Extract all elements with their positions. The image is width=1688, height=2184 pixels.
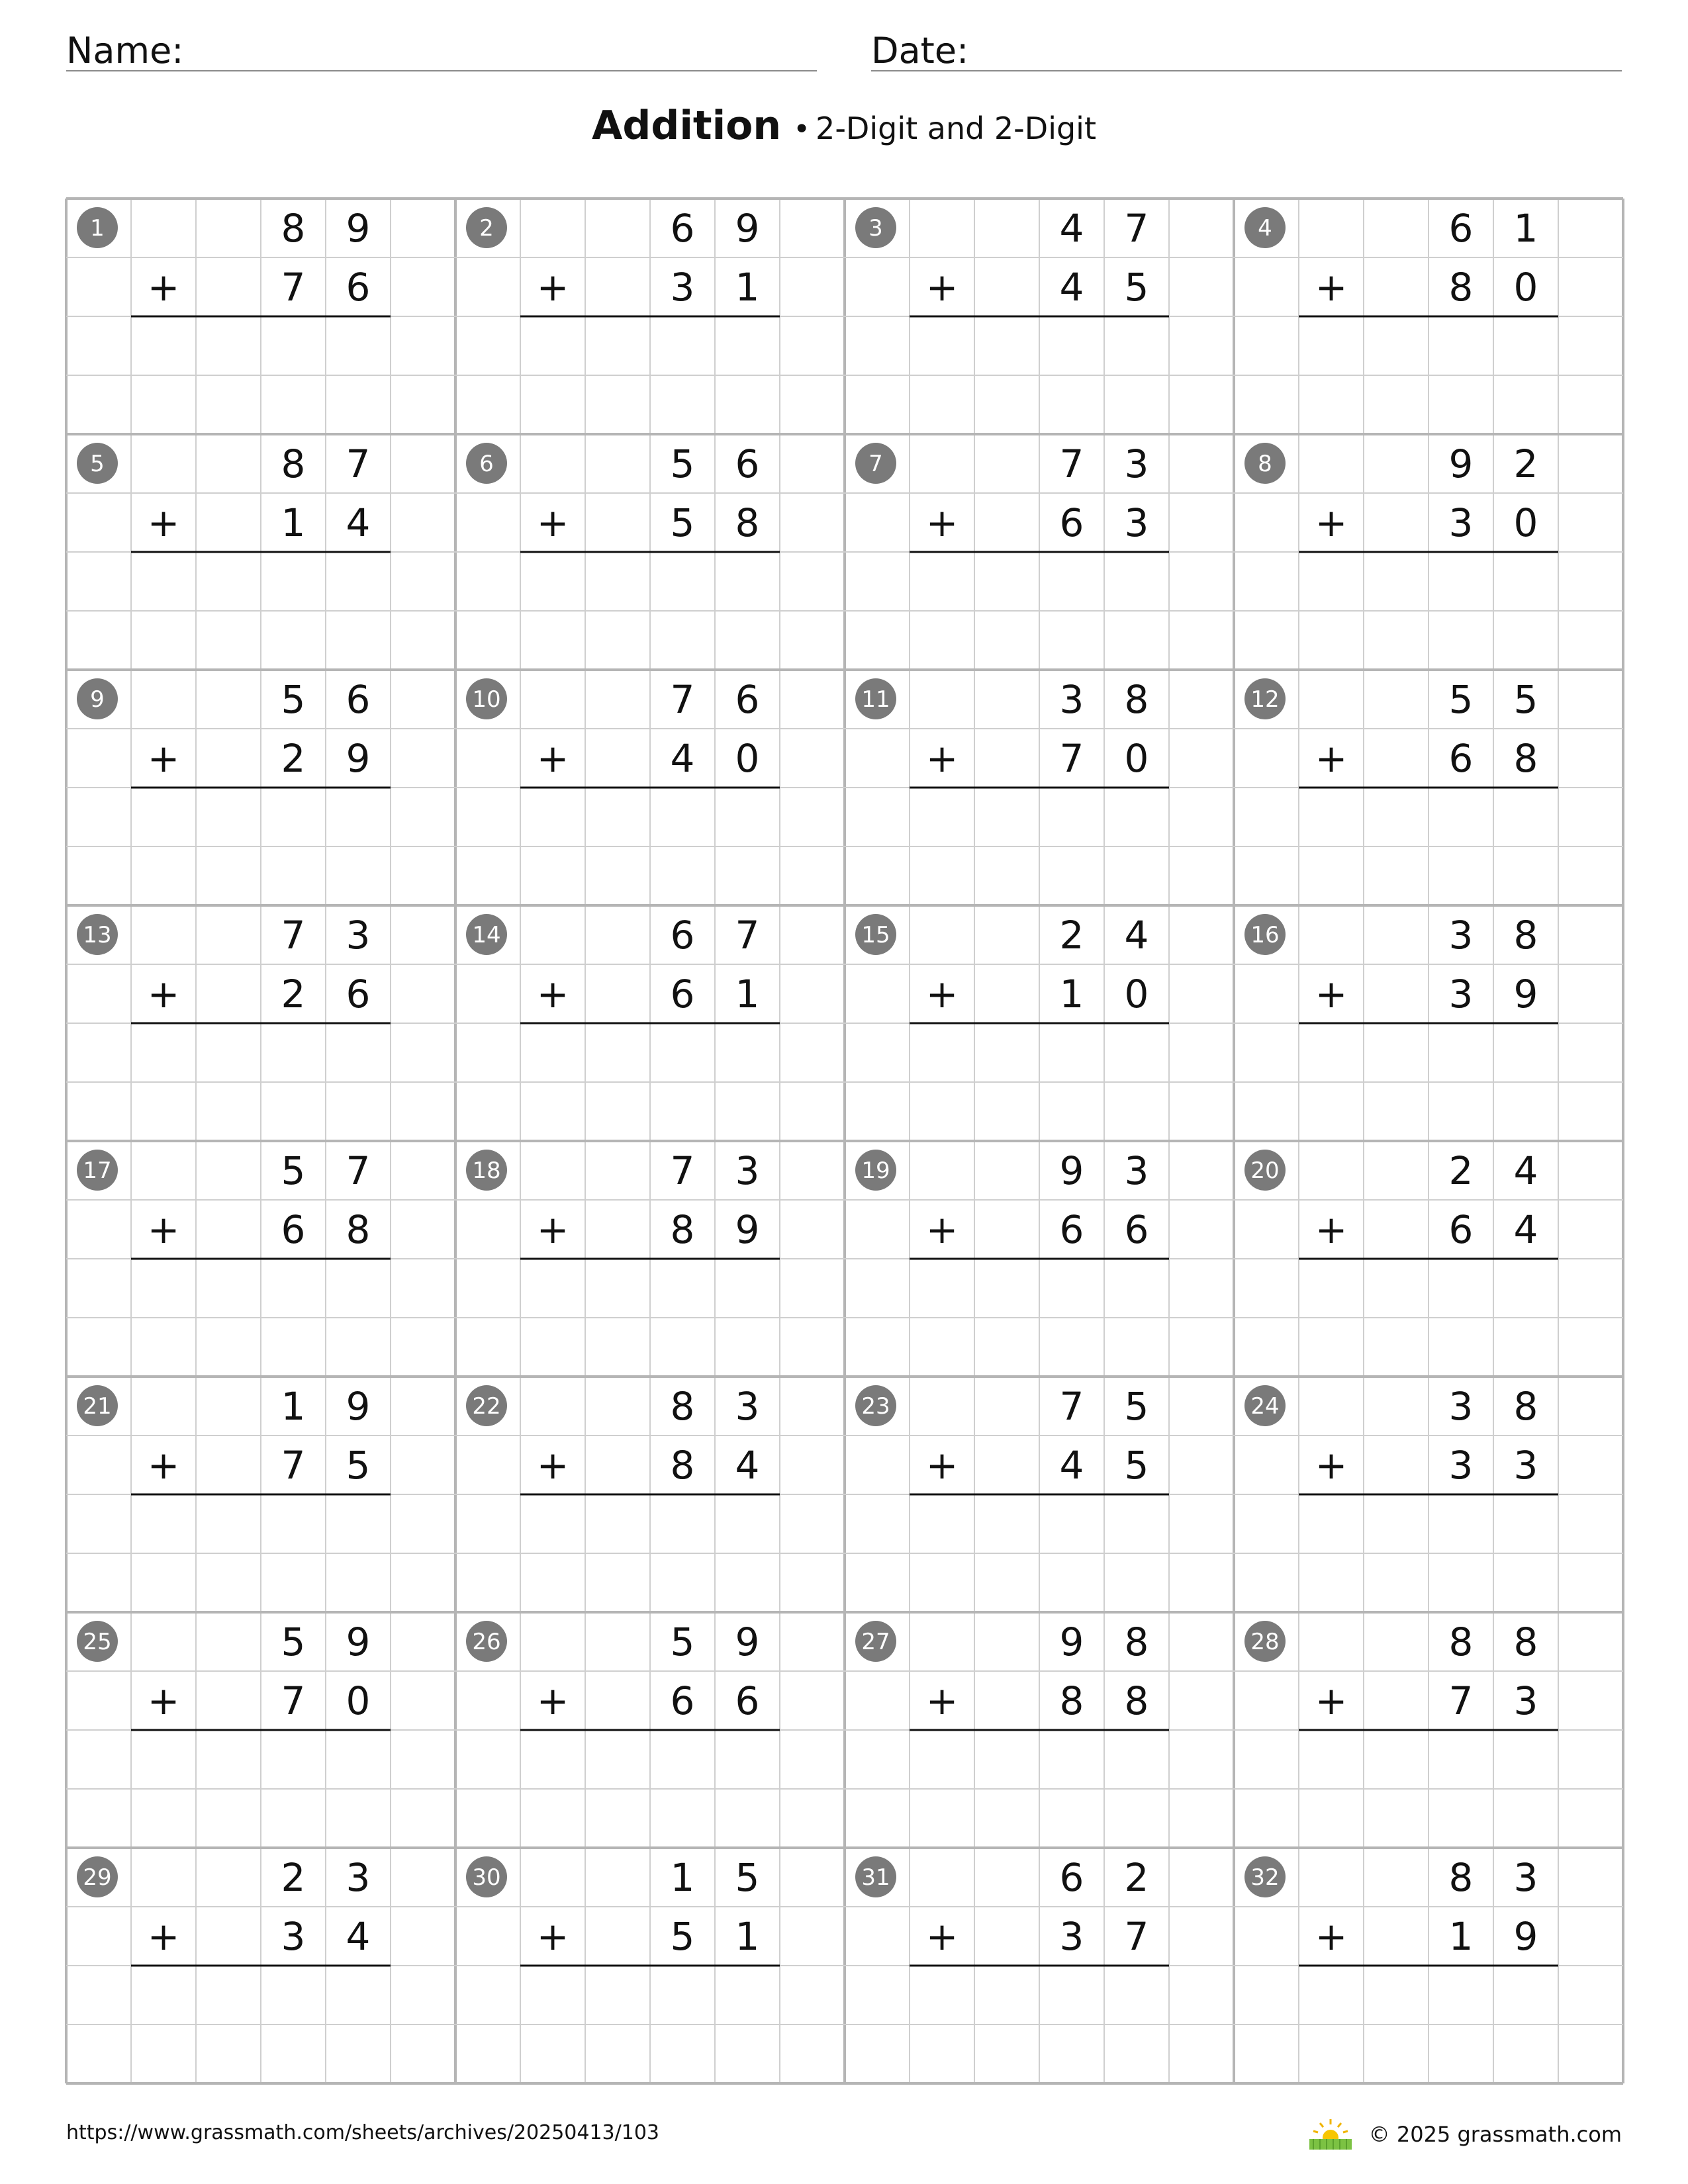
bottom-digit: 6: [1124, 1207, 1149, 1252]
top-digit: 3: [735, 1148, 760, 1193]
bottom-digit: 6: [670, 972, 695, 1017]
plus-operator: +: [536, 972, 569, 1017]
bottom-digit: 6: [670, 1678, 695, 1723]
bottom-digit: 9: [1513, 1914, 1538, 1959]
problem-number: 6: [479, 451, 494, 477]
top-digit: 3: [1448, 913, 1474, 958]
sun-over-grass-icon: [1307, 2118, 1354, 2151]
bottom-digit: 6: [1448, 1207, 1474, 1252]
top-digit: 9: [735, 1619, 760, 1664]
top-digit: 4: [1059, 206, 1084, 251]
bottom-digit: 4: [1513, 1207, 1538, 1252]
bottom-digit: 3: [1513, 1678, 1538, 1723]
bottom-digit: 8: [670, 1443, 695, 1488]
bottom-digit: 8: [1124, 1678, 1149, 1723]
plus-operator: +: [536, 1443, 569, 1488]
bottom-digit: 5: [670, 1914, 695, 1959]
plus-operator: +: [925, 265, 959, 310]
top-digit: 2: [281, 1855, 306, 1900]
problem-number: 13: [83, 922, 112, 948]
problem-number: 28: [1250, 1629, 1280, 1655]
plus-operator: +: [536, 265, 569, 310]
top-digit: 8: [1124, 677, 1149, 722]
top-digit: 7: [1124, 206, 1149, 251]
top-digit: 7: [346, 1148, 371, 1193]
top-digit: 5: [281, 1148, 306, 1193]
plus-operator: +: [1315, 265, 1348, 310]
bottom-digit: 9: [735, 1207, 760, 1252]
plus-operator: +: [925, 1914, 959, 1959]
bottom-digit: 7: [281, 1443, 306, 1488]
top-digit: 7: [281, 913, 306, 958]
top-digit: 5: [281, 1619, 306, 1664]
plus-operator: +: [925, 972, 959, 1017]
problem-number: 7: [868, 451, 883, 477]
bottom-digit: 6: [1059, 1207, 1084, 1252]
bottom-digit: 8: [735, 500, 760, 545]
problem-number: 9: [90, 686, 105, 713]
top-digit: 4: [1513, 1148, 1538, 1193]
top-digit: 1: [1513, 206, 1538, 251]
problem-number: 18: [472, 1158, 501, 1184]
top-digit: 7: [735, 913, 760, 958]
top-digit: 3: [1059, 677, 1084, 722]
bottom-digit: 6: [281, 1207, 306, 1252]
bottom-digit: 3: [1513, 1443, 1538, 1488]
problem-number: 31: [861, 1864, 890, 1891]
bottom-digit: 4: [1059, 1443, 1084, 1488]
top-digit: 6: [670, 913, 695, 958]
top-digit: 7: [670, 677, 695, 722]
problem-number: 8: [1258, 451, 1272, 477]
bottom-digit: 6: [1448, 736, 1474, 781]
problem-number: 29: [83, 1864, 112, 1891]
problem-number: 23: [861, 1393, 890, 1420]
plus-operator: +: [536, 1914, 569, 1959]
top-digit: 9: [1059, 1619, 1084, 1664]
bottom-digit: 2: [281, 972, 306, 1017]
plus-operator: +: [1315, 1914, 1348, 1959]
top-digit: 5: [735, 1855, 760, 1900]
problem-number: 3: [868, 215, 883, 242]
top-digit: 3: [735, 1384, 760, 1429]
bottom-digit: 3: [1124, 500, 1149, 545]
plus-operator: +: [925, 1207, 959, 1252]
problem-number: 32: [1250, 1864, 1280, 1891]
top-digit: 6: [346, 677, 371, 722]
top-digit: 6: [1448, 206, 1474, 251]
bottom-digit: 5: [346, 1443, 371, 1488]
bottom-digit: 1: [735, 265, 760, 310]
bottom-digit: 6: [1059, 500, 1084, 545]
top-digit: 5: [1124, 1384, 1149, 1429]
top-digit: 7: [1059, 1384, 1084, 1429]
plus-operator: +: [536, 736, 569, 781]
plus-operator: +: [925, 736, 959, 781]
top-digit: 8: [281, 206, 306, 251]
top-digit: 2: [1513, 441, 1538, 486]
plus-operator: +: [1315, 972, 1348, 1017]
bottom-digit: 3: [670, 265, 695, 310]
top-digit: 3: [1513, 1855, 1538, 1900]
bottom-digit: 4: [346, 1914, 371, 1959]
footer-url: https://www.grassmath.com/sheets/archives/20250413/103: [66, 2121, 660, 2144]
bottom-digit: 4: [670, 736, 695, 781]
bottom-digit: 3: [1448, 1443, 1474, 1488]
top-digit: 9: [346, 206, 371, 251]
top-digit: 3: [1448, 1384, 1474, 1429]
top-digit: 2: [1124, 1855, 1149, 1900]
plus-operator: +: [925, 1443, 959, 1488]
top-digit: 8: [1448, 1855, 1474, 1900]
bottom-digit: 5: [670, 500, 695, 545]
top-digit: 3: [346, 913, 371, 958]
bottom-digit: 8: [1059, 1678, 1084, 1723]
bottom-digit: 5: [1124, 265, 1149, 310]
bottom-digit: 3: [1448, 972, 1474, 1017]
plus-operator: +: [925, 1678, 959, 1723]
bottom-digit: 0: [735, 736, 760, 781]
top-digit: 8: [1124, 1619, 1149, 1664]
problem-number: 27: [861, 1629, 890, 1655]
top-digit: 8: [1448, 1619, 1474, 1664]
top-digit: 9: [1448, 441, 1474, 486]
plus-operator: +: [1315, 1207, 1348, 1252]
problem-number: 11: [861, 686, 890, 713]
problem-number: 26: [472, 1629, 501, 1655]
bottom-digit: 8: [346, 1207, 371, 1252]
plus-operator: +: [1315, 1678, 1348, 1723]
problem-number: 16: [1250, 922, 1280, 948]
bottom-digit: 8: [670, 1207, 695, 1252]
bottom-digit: 6: [346, 265, 371, 310]
bottom-digit: 0: [1513, 500, 1538, 545]
top-digit: 1: [670, 1855, 695, 1900]
bottom-digit: 9: [1513, 972, 1538, 1017]
title-subtitle: 2-Digit and 2-Digit: [816, 111, 1096, 146]
plus-operator: +: [1315, 736, 1348, 781]
bottom-digit: 3: [281, 1914, 306, 1959]
top-digit: 9: [346, 1619, 371, 1664]
footer-copyright: © 2025 grassmath.com: [1368, 2122, 1622, 2147]
bottom-digit: 7: [281, 1678, 306, 1723]
top-digit: 8: [670, 1384, 695, 1429]
bottom-digit: 1: [735, 1914, 760, 1959]
bottom-digit: 7: [1059, 736, 1084, 781]
top-digit: 8: [1513, 1384, 1538, 1429]
top-digit: 2: [1448, 1148, 1474, 1193]
top-digit: 5: [670, 441, 695, 486]
problem-number: 22: [472, 1393, 501, 1420]
top-digit: 3: [1124, 441, 1149, 486]
bottom-digit: 0: [346, 1678, 371, 1723]
bottom-digit: 4: [1059, 265, 1084, 310]
top-digit: 6: [670, 206, 695, 251]
top-digit: 8: [1513, 913, 1538, 958]
top-digit: 9: [735, 206, 760, 251]
bottom-digit: 8: [1513, 736, 1538, 781]
bottom-digit: 7: [1124, 1914, 1149, 1959]
problem-number: 12: [1250, 686, 1280, 713]
name-label: Name:: [66, 30, 184, 71]
plus-operator: +: [147, 972, 180, 1017]
bottom-digit: 0: [1124, 736, 1149, 781]
title-separator: •: [793, 113, 811, 146]
top-digit: 5: [1513, 677, 1538, 722]
plus-operator: +: [536, 1678, 569, 1723]
bottom-digit: 1: [281, 500, 306, 545]
bottom-digit: 1: [735, 972, 760, 1017]
problem-number: 19: [861, 1158, 890, 1184]
problem-number: 20: [1250, 1158, 1280, 1184]
problem-number: 15: [861, 922, 890, 948]
plus-operator: +: [1315, 1443, 1348, 1488]
title-main: Addition: [592, 103, 782, 149]
bottom-digit: 1: [1059, 972, 1084, 1017]
bottom-digit: 5: [1124, 1443, 1149, 1488]
top-digit: 7: [670, 1148, 695, 1193]
top-digit: 6: [735, 441, 760, 486]
plus-operator: +: [536, 500, 569, 545]
problem-number: 10: [472, 686, 501, 713]
problem-number: 25: [83, 1629, 112, 1655]
problem-number: 1: [90, 215, 105, 242]
top-digit: 8: [281, 441, 306, 486]
bottom-digit: 2: [281, 736, 306, 781]
bottom-digit: 8: [1448, 265, 1474, 310]
bottom-digit: 4: [346, 500, 371, 545]
bottom-digit: 9: [346, 736, 371, 781]
bottom-digit: 6: [346, 972, 371, 1017]
problem-number: 4: [1258, 215, 1272, 242]
top-digit: 9: [1059, 1148, 1084, 1193]
plus-operator: +: [147, 1443, 180, 1488]
top-digit: 1: [281, 1384, 306, 1429]
bottom-digit: 1: [1448, 1914, 1474, 1959]
top-digit: 7: [346, 441, 371, 486]
bottom-digit: 3: [1448, 500, 1474, 545]
problem-number: 2: [479, 215, 494, 242]
problem-number: 17: [83, 1158, 112, 1184]
top-digit: 3: [346, 1855, 371, 1900]
plus-operator: +: [147, 736, 180, 781]
problem-number: 30: [472, 1864, 501, 1891]
top-digit: 3: [1124, 1148, 1149, 1193]
problem-number: 21: [83, 1393, 112, 1420]
bottom-digit: 6: [735, 1678, 760, 1723]
plus-operator: +: [147, 1207, 180, 1252]
date-label: Date:: [871, 30, 969, 71]
top-digit: 9: [346, 1384, 371, 1429]
top-digit: 5: [670, 1619, 695, 1664]
top-digit: 7: [1059, 441, 1084, 486]
top-digit: 5: [281, 677, 306, 722]
plus-operator: +: [147, 1914, 180, 1959]
top-digit: 2: [1059, 913, 1084, 958]
plus-operator: +: [147, 265, 180, 310]
bottom-digit: 4: [735, 1443, 760, 1488]
footer-brand: [1307, 2118, 1622, 2151]
plus-operator: +: [925, 500, 959, 545]
top-digit: 4: [1124, 913, 1149, 958]
bottom-digit: 0: [1124, 972, 1149, 1017]
bottom-digit: 0: [1513, 265, 1538, 310]
problem-number: 24: [1250, 1393, 1280, 1420]
plus-operator: +: [147, 1678, 180, 1723]
plus-operator: +: [147, 500, 180, 545]
top-digit: 8: [1513, 1619, 1538, 1664]
top-digit: 6: [735, 677, 760, 722]
plus-operator: +: [536, 1207, 569, 1252]
top-digit: 5: [1448, 677, 1474, 722]
problem-number: 5: [90, 451, 105, 477]
top-digit: 6: [1059, 1855, 1084, 1900]
bottom-digit: 7: [281, 265, 306, 310]
bottom-digit: 7: [1448, 1678, 1474, 1723]
bottom-digit: 3: [1059, 1914, 1084, 1959]
problem-number: 14: [472, 922, 501, 948]
plus-operator: +: [1315, 500, 1348, 545]
